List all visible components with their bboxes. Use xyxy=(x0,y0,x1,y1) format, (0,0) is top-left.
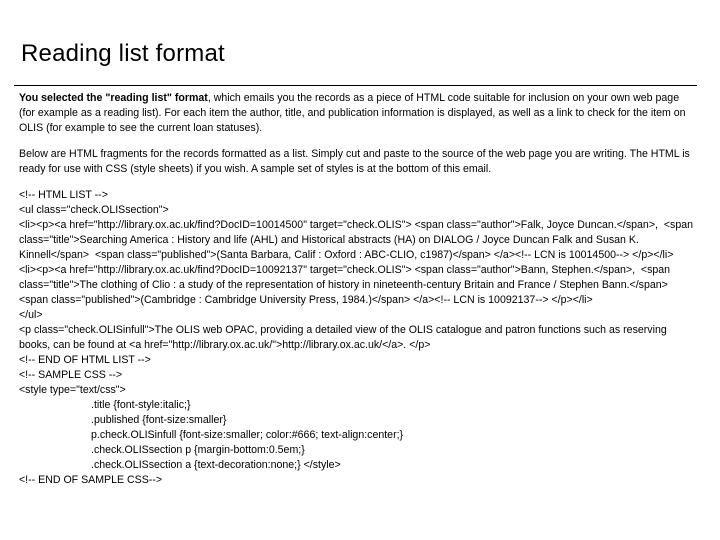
intro-lead: You selected the "reading list" format xyxy=(19,92,208,104)
css-line: .check.OLISsection p {margin-bottom:0.5em;} xyxy=(91,444,305,456)
css-line: .check.OLISsection a {text-decoration:none;} </style> xyxy=(91,459,341,471)
title-divider xyxy=(14,85,697,86)
code-line: <p class="check.OLISinfull">The OLIS web OPAC, providing a detailed view of the OLIS catalogue and patron functions such as reserving books, can be found at <a href="http://library.ox.ac.uk/">http://library.ox.ac.uk/</a>. </p> xyxy=(19,324,670,351)
email-body xyxy=(19,91,697,488)
css-line: .published {font-size:smaller} xyxy=(91,414,227,426)
code-line: <!-- END OF HTML LIST --> xyxy=(19,354,151,366)
css-line: .title {font-style:italic;} xyxy=(91,399,191,411)
code-line: <!-- SAMPLE CSS --> xyxy=(19,369,123,381)
code-line: <li><p><a href="http://library.ox.ac.uk/find?DocID=10014500" target="check.OLIS"> <span class="author">Falk, Joyce Duncan.</span>, <span class="title">Searching America : History and life (AHL) and Historical abstracts (HA) on DIALOG / Joyce Duncan Falk and Susan K. Kinnell</span> <span class="published">(Santa Barbara, Calif : Oxford : ABC-CLIO, c1987)</span> </a><!-- LCN is 10014500--> </p></li> xyxy=(19,219,696,261)
code-line: </ul> xyxy=(19,309,43,321)
intro-paragraph xyxy=(19,91,697,136)
intro-rest: , which emails you the records as a piece of HTML code suitable for inclusion on your own web page (for example as a reading list). For each item the author, title, and publication information is displayed, as well as a link to check for the item on OLIS (for example to see the current loan statuses). xyxy=(19,92,686,134)
code-line: <ul class="check.OLISsection"> xyxy=(19,204,169,216)
code-line: <style type="text/css"> xyxy=(19,384,126,396)
code-line: <!-- END OF SAMPLE CSS--> xyxy=(19,474,163,486)
instructions-paragraph: Below are HTML fragments for the records formatted as a list. Simply cut and paste to the source of the web page you are writing. The HTML is ready for use with CSS (style sheets) if you wish. A sample set of styles is at the bottom of this email. xyxy=(19,148,690,175)
css-line: p.check.OLISinfull {font-size:smaller; color:#666; text-align:center;} xyxy=(91,429,404,441)
code-line: <!-- HTML LIST --> xyxy=(19,189,108,201)
code-line: <li><p><a href="http://library.ox.ac.uk/find?DocID=10092137" target="check.OLIS"> <span class="author">Bann, Stephen.</span>, <span class="title">The clothing of Clio : a study of the representation of history in nineteenth-century Britain and France / Stephen Bann.</span> <span class="published">(Cambridge : Cambridge University Press, 1984.)</span> </a><!-- LCN is 10092137--> </p></li> xyxy=(19,264,674,306)
code-block xyxy=(19,188,697,488)
page-title: Reading list format xyxy=(21,40,225,67)
